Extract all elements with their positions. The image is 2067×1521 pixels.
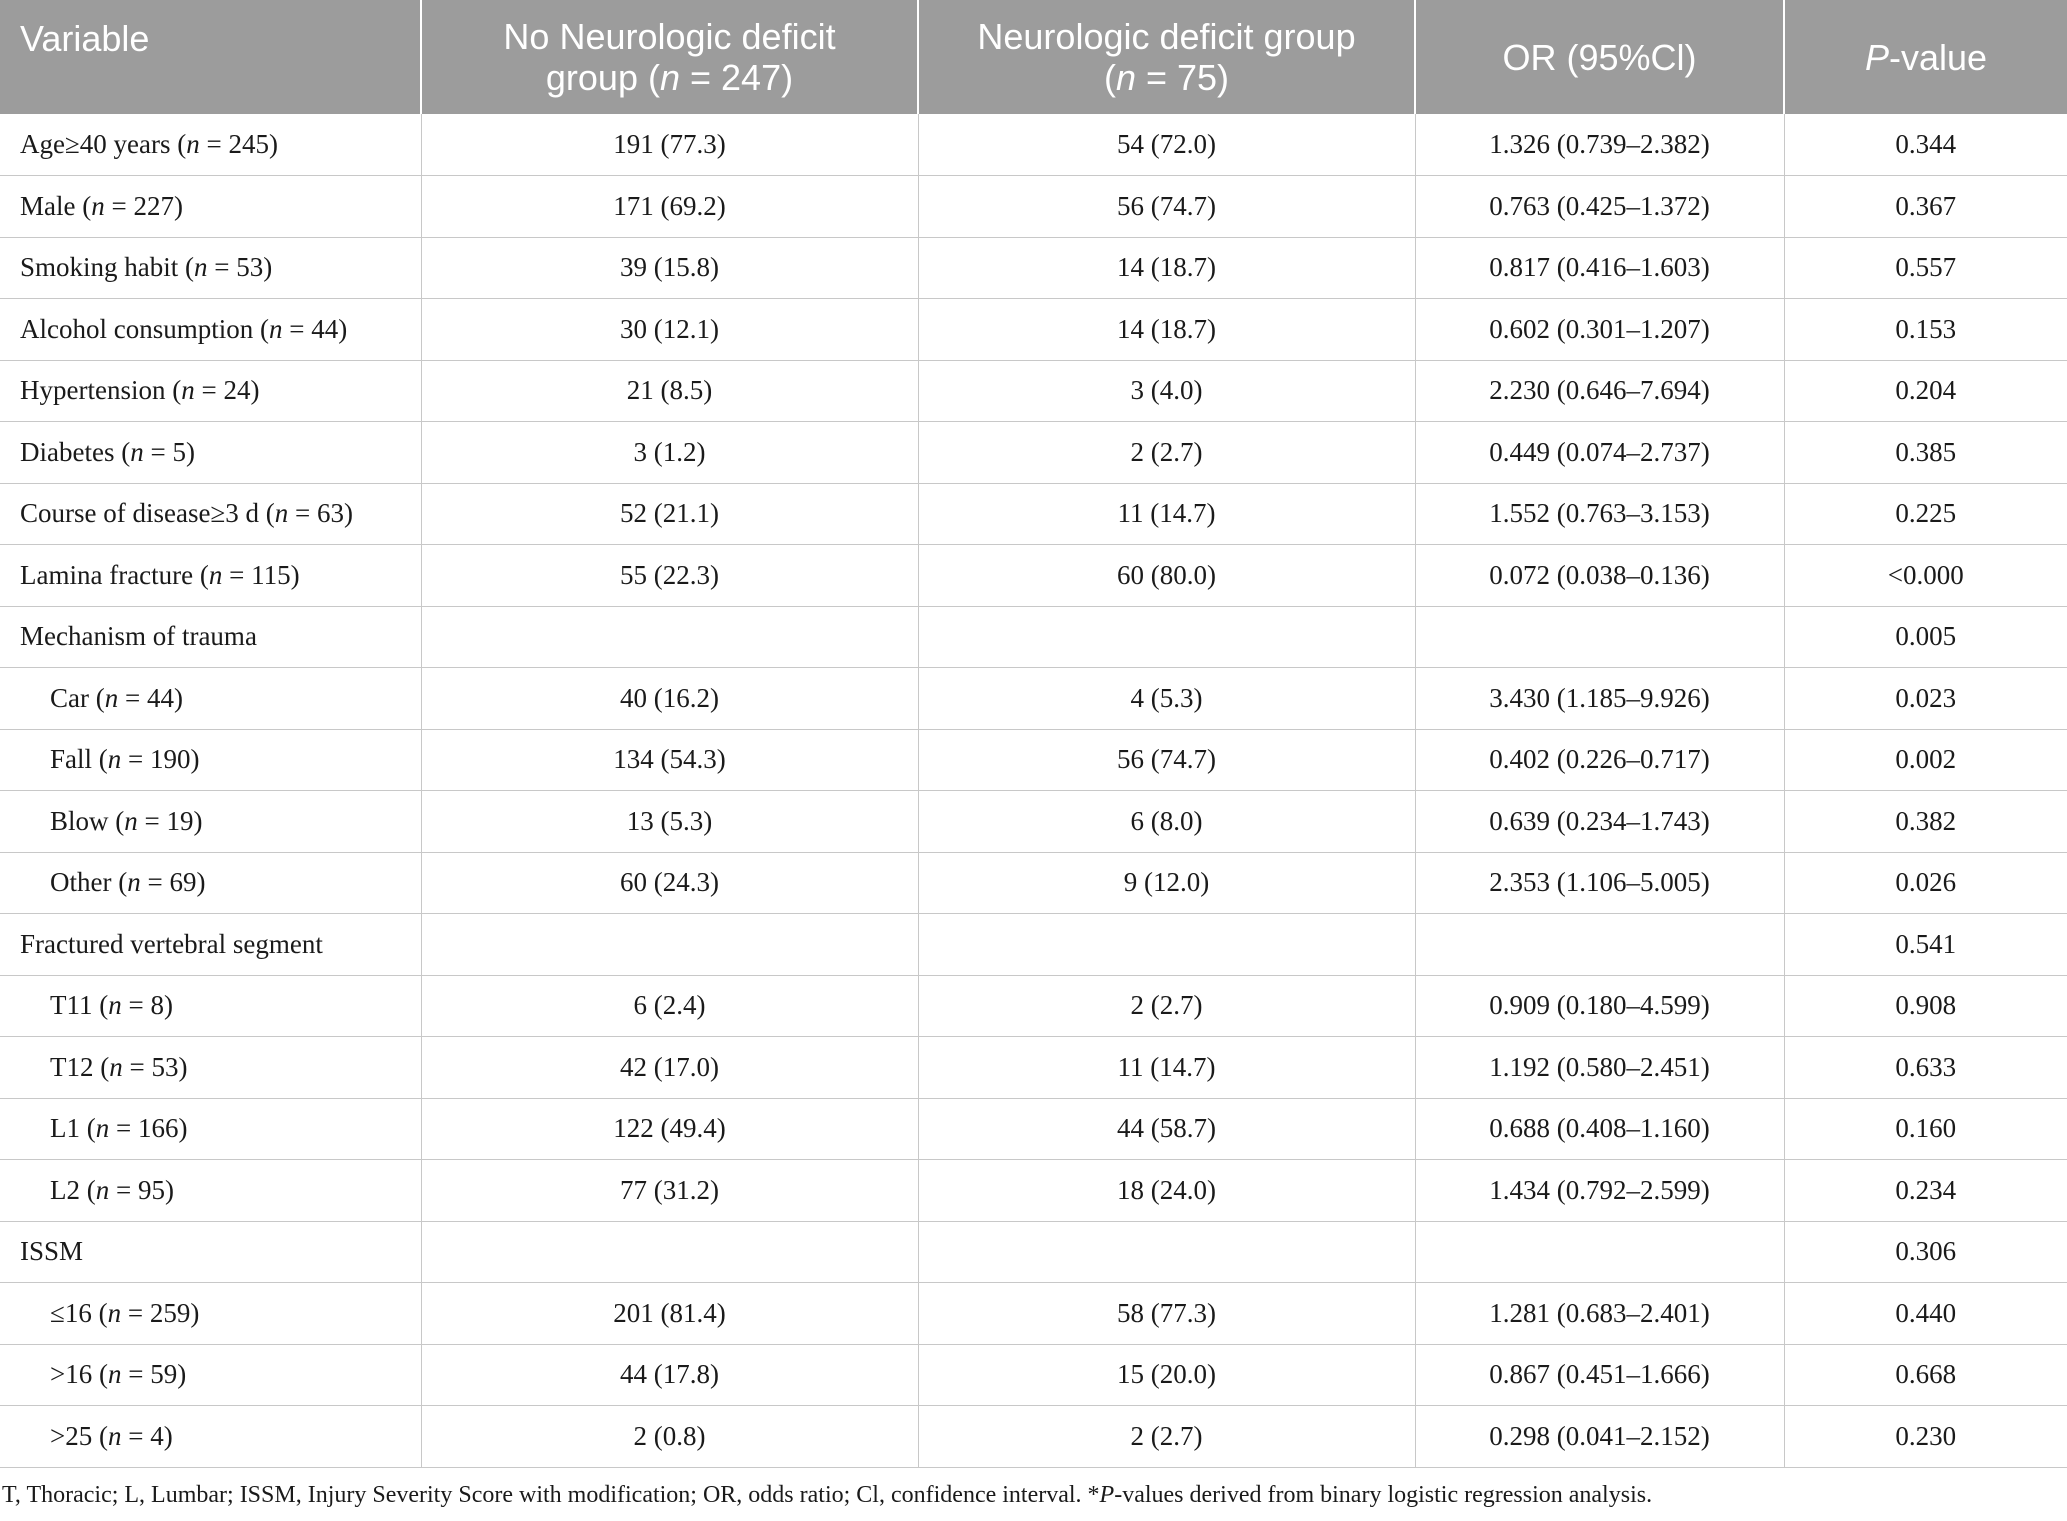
variable-label: T11 [50,990,93,1021]
header-no-deficit-line1: No Neurologic deficit [503,16,836,57]
cell-variable: >16 (n = 59) [0,1344,421,1406]
variable-count: 44 [311,313,339,344]
cell-p-value: <0.000 [1784,545,2067,607]
variable-label: Fractured vertebral segment [20,928,323,959]
variable-count: 53 [236,252,264,283]
cell-variable: Hypertension (n = 24) [0,360,421,422]
cell-variable: Blow (n = 19) [0,791,421,853]
table-row [0,237,2067,299]
table-row [0,360,2067,422]
cell-p-value: 0.633 [1784,1037,2067,1099]
cell-p-value: 0.367 [1784,176,2067,238]
cell-p-value: 0.557 [1784,237,2067,299]
cell-odds-ratio [1415,606,1784,668]
cell-variable [0,914,421,976]
header-deficit-line2: (n = 75) [1103,57,1230,98]
cell-variable: >25 (n = 4) [0,1406,421,1468]
variable-count: 59 [150,1359,178,1390]
cell-deficit: 3 (4.0) [918,360,1415,422]
cell-p-value: 0.385 [1784,422,2067,484]
cell-deficit: 60 (80.0) [918,545,1415,607]
cell-odds-ratio [1415,1221,1784,1283]
cell-odds-ratio: 0.867 (0.451–1.666) [1415,1344,1784,1406]
variable-count: 63 [317,498,345,529]
cell-no-deficit: 44 (17.8) [421,1344,918,1406]
table-row [0,729,2067,791]
variable-label: Lamina fracture [20,559,194,590]
cell-odds-ratio: 0.298 (0.041–2.152) [1415,1406,1784,1468]
table-row [0,545,2067,607]
table-row [0,483,2067,545]
cell-deficit [918,606,1415,668]
variable-count: 115 [251,559,291,590]
cell-no-deficit: 6 (2.4) [421,975,918,1037]
cell-deficit: 2 (2.7) [918,1406,1415,1468]
variable-label: Alcohol consumption [20,313,254,344]
cell-no-deficit: 122 (49.4) [421,1098,918,1160]
cell-odds-ratio: 1.281 (0.683–2.401) [1415,1283,1784,1345]
cell-deficit: 56 (74.7) [918,729,1415,791]
cell-p-value: 0.230 [1784,1406,2067,1468]
cell-deficit: 56 (74.7) [918,176,1415,238]
cell-odds-ratio: 0.602 (0.301–1.207) [1415,299,1784,361]
header-no-deficit-line2: group (n = 247) [545,57,794,98]
cell-deficit [918,1221,1415,1283]
variable-count: 24 [223,375,251,406]
cell-p-value: 0.234 [1784,1160,2067,1222]
cell-no-deficit: 13 (5.3) [421,791,918,853]
table-row [0,1221,2067,1283]
variable-label: >16 [50,1359,93,1390]
cell-variable: L1 (n = 166) [0,1098,421,1160]
header-odds-ratio [1415,0,1784,114]
cell-variable: Course of disease≥3 d (n = 63) [0,483,421,545]
cell-variable [0,1221,421,1283]
cell-p-value: 0.026 [1784,852,2067,914]
cell-odds-ratio: 2.230 (0.646–7.694) [1415,360,1784,422]
header-p-rest: -value [1888,36,1988,78]
variable-label: Fall [50,744,93,775]
cell-deficit: 18 (24.0) [918,1160,1415,1222]
table-body [0,114,2067,1467]
cell-no-deficit: 30 (12.1) [421,299,918,361]
variable-label: Diabetes [20,436,115,467]
header-deficit-line1: Neurologic deficit group [977,16,1356,57]
cell-deficit: 14 (18.7) [918,299,1415,361]
variable-label: L1 [50,1113,80,1144]
cell-deficit: 11 (14.7) [918,1037,1415,1099]
cell-odds-ratio: 2.353 (1.106–5.005) [1415,852,1784,914]
table-row [0,791,2067,853]
cell-variable: Car (n = 44) [0,668,421,730]
variable-count: 227 [133,190,174,221]
cell-deficit: 58 (77.3) [918,1283,1415,1345]
cell-p-value: 0.908 [1784,975,2067,1037]
variable-label: ≤16 [50,1297,92,1328]
cell-odds-ratio: 1.552 (0.763–3.153) [1415,483,1784,545]
table-row [0,176,2067,238]
header-p-value [1784,0,2067,114]
table-row [0,299,2067,361]
cell-no-deficit: 55 (22.3) [421,545,918,607]
cell-variable: ≤16 (n = 259) [0,1283,421,1345]
cell-p-value: 0.023 [1784,668,2067,730]
cell-variable: Smoking habit (n = 53) [0,237,421,299]
cell-deficit: 2 (2.7) [918,422,1415,484]
variable-count: 44 [146,682,174,713]
cell-p-value: 0.541 [1784,914,2067,976]
variable-count: 53 [151,1051,179,1082]
table-row [0,1098,2067,1160]
cell-p-value: 0.440 [1784,1283,2067,1345]
cell-no-deficit [421,1221,918,1283]
variable-label: Smoking habit [20,252,179,283]
variable-count: 19 [166,805,194,836]
header-row [0,0,2067,114]
cell-no-deficit: 2 (0.8) [421,1406,918,1468]
cell-variable: T11 (n = 8) [0,975,421,1037]
cell-odds-ratio: 0.402 (0.226–0.717) [1415,729,1784,791]
footnote-text-after: -values derived from binary logistic regression analysis. [1114,1481,1653,1508]
cell-odds-ratio: 0.763 (0.425–1.372) [1415,176,1784,238]
cell-odds-ratio: 0.817 (0.416–1.603) [1415,237,1784,299]
header-variable [0,0,421,114]
cell-variable: Diabetes (n = 5) [0,422,421,484]
cell-p-value: 0.005 [1784,606,2067,668]
variable-count: 69 [169,867,197,898]
table-row [0,422,2067,484]
variable-label: Male [20,190,76,221]
cell-odds-ratio: 3.430 (1.185–9.926) [1415,668,1784,730]
cell-variable: Other (n = 69) [0,852,421,914]
cell-odds-ratio: 1.326 (0.739–2.382) [1415,114,1784,176]
cell-deficit: 4 (5.3) [918,668,1415,730]
cell-no-deficit: 191 (77.3) [421,114,918,176]
cell-no-deficit: 77 (31.2) [421,1160,918,1222]
cell-no-deficit: 3 (1.2) [421,422,918,484]
cell-deficit: 6 (8.0) [918,791,1415,853]
cell-p-value: 0.160 [1784,1098,2067,1160]
table-row [0,852,2067,914]
variable-label: Car [50,682,89,713]
header-p-italic: P [1864,36,1889,78]
footnote-italic-p: P [1099,1481,1115,1508]
cell-variable: Lamina fracture (n = 115) [0,545,421,607]
variable-label: >25 [50,1420,93,1451]
cell-deficit: 9 (12.0) [918,852,1415,914]
variable-count: 4 [150,1420,164,1451]
cell-odds-ratio: 1.434 (0.792–2.599) [1415,1160,1784,1222]
table-row [0,1406,2067,1468]
variable-label: Hypertension [20,375,166,406]
variable-count: 259 [149,1297,191,1328]
cell-p-value: 0.153 [1784,299,2067,361]
cell-p-value: 0.002 [1784,729,2067,791]
cell-variable [0,606,421,668]
cell-no-deficit: 201 (81.4) [421,1283,918,1345]
table-row [0,114,2067,176]
cell-p-value: 0.306 [1784,1221,2067,1283]
table-row [0,914,2067,976]
header-odds-ratio-text: OR (95%Cl) [1502,36,1697,78]
variable-count: 5 [172,436,186,467]
cell-deficit: 54 (72.0) [918,114,1415,176]
variable-label: Course of disease≥3 d [20,498,260,529]
cell-variable: Male (n = 227) [0,176,421,238]
table-row [0,975,2067,1037]
variable-label: L2 [50,1174,80,1205]
table-footnote [0,1468,2067,1509]
cell-variable: Age≥40 years (n = 245) [0,114,421,176]
table-row [0,668,2067,730]
table-row [0,1283,2067,1345]
cell-no-deficit: 171 (69.2) [421,176,918,238]
header-no-deficit-group [421,0,918,114]
variable-label: Other [50,867,112,898]
table-row [0,606,2067,668]
cell-odds-ratio: 0.688 (0.408–1.160) [1415,1098,1784,1160]
cell-deficit: 11 (14.7) [918,483,1415,545]
variable-count: 190 [150,744,191,775]
table-row [0,1037,2067,1099]
variable-label: Blow [50,805,109,836]
cell-variable: L2 (n = 95) [0,1160,421,1222]
variable-label: Mechanism of trauma [20,621,257,652]
cell-p-value: 0.382 [1784,791,2067,853]
cell-variable: Fall (n = 190) [0,729,421,791]
cell-no-deficit: 52 (21.1) [421,483,918,545]
cell-odds-ratio: 1.192 (0.580–2.451) [1415,1037,1784,1099]
cell-deficit: 14 (18.7) [918,237,1415,299]
cell-p-value: 0.225 [1784,483,2067,545]
cell-p-value: 0.204 [1784,360,2067,422]
header-deficit-group [918,0,1415,114]
variable-count: 166 [137,1113,179,1144]
cell-no-deficit: 40 (16.2) [421,668,918,730]
cell-p-value: 0.344 [1784,114,2067,176]
cell-odds-ratio: 0.072 (0.038–0.136) [1415,545,1784,607]
cell-no-deficit [421,606,918,668]
variable-label: ISSM [20,1236,84,1267]
cell-no-deficit: 21 (8.5) [421,360,918,422]
cell-no-deficit: 42 (17.0) [421,1037,918,1099]
cell-variable: T12 (n = 53) [0,1037,421,1099]
cell-odds-ratio: 0.449 (0.074–2.737) [1415,422,1784,484]
table-row [0,1160,2067,1222]
cell-odds-ratio [1415,914,1784,976]
variable-count: 8 [150,990,164,1021]
variable-label: Age≥40 years [20,129,171,159]
cell-no-deficit: 39 (15.8) [421,237,918,299]
cell-deficit: 44 (58.7) [918,1098,1415,1160]
cell-odds-ratio: 0.639 (0.234–1.743) [1415,791,1784,853]
cell-odds-ratio: 0.909 (0.180–4.599) [1415,975,1784,1037]
cell-no-deficit: 134 (54.3) [421,729,918,791]
variable-label: T12 [50,1051,94,1082]
cell-deficit: 15 (20.0) [918,1344,1415,1406]
footnote-text-before: T, Thoracic; L, Lumbar; ISSM, Injury Severity Score with modification; OR, odds ratio; Cl, confidence interval. * [2,1481,1100,1508]
cell-deficit [918,914,1415,976]
cell-no-deficit: 60 (24.3) [421,852,918,914]
table-header [0,0,2067,114]
cell-variable: Alcohol consumption (n = 44) [0,299,421,361]
header-variable-text: Variable [20,18,150,59]
variable-count: 245 [228,129,270,159]
cell-p-value: 0.668 [1784,1344,2067,1406]
cell-deficit: 2 (2.7) [918,975,1415,1037]
cell-no-deficit [421,914,918,976]
variable-count: 95 [137,1174,165,1205]
table-row [0,1344,2067,1406]
